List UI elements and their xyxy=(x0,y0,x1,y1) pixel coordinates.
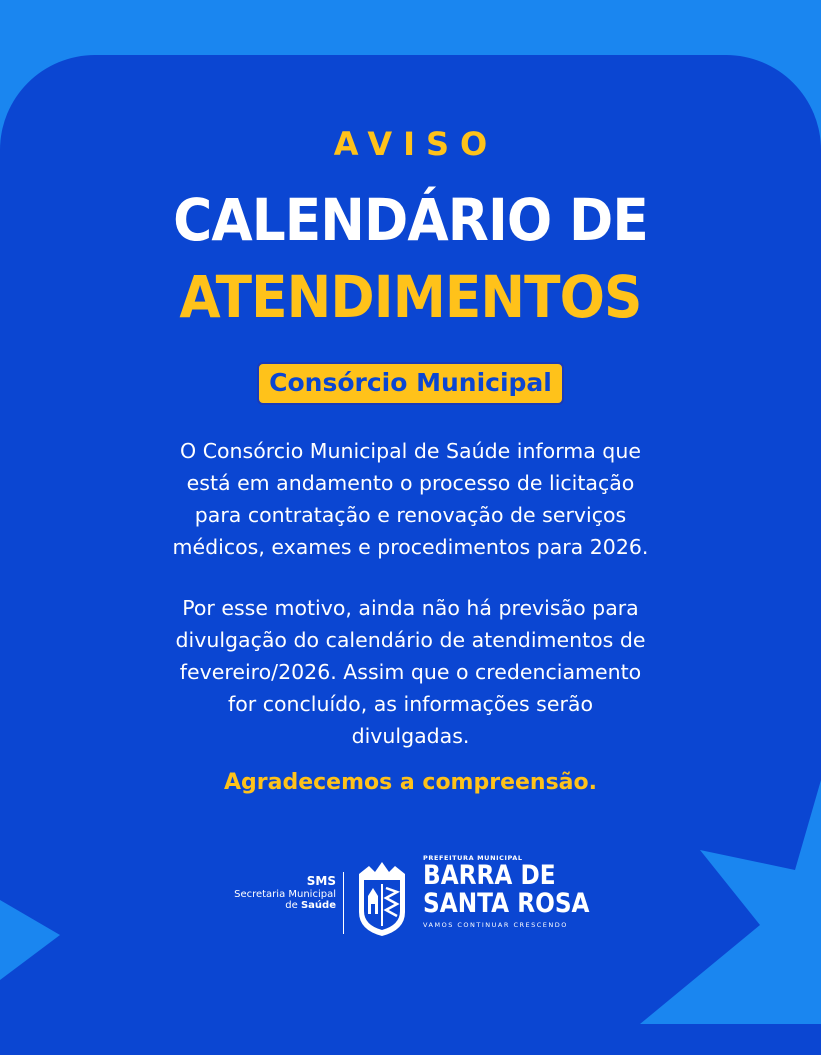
sms-abbr: SMS xyxy=(306,874,336,888)
paragraph-line: para contratação e renovação de serviços xyxy=(194,503,627,527)
paragraph-1 xyxy=(110,435,711,563)
sms-logo xyxy=(234,876,336,911)
page-title-line-1: CALENDÁRIO DE xyxy=(173,186,648,254)
city-name-line-2: SANTA ROSA xyxy=(423,888,590,919)
footer-logos xyxy=(0,850,821,950)
paragraph-line: for concluído, as informações serão xyxy=(227,692,593,716)
sms-line-2-bold: Saúde xyxy=(300,900,336,911)
city-slogan: VAMOS CONTINUAR CRESCENDO xyxy=(423,921,568,929)
thanks-message: Agradecemos a compreensão. xyxy=(224,770,597,795)
sms-line-1: Secretaria Municipal xyxy=(234,889,336,900)
kicker-label: AVISO xyxy=(333,125,499,163)
city-logo xyxy=(423,854,617,929)
paragraph-line: Por esse motivo, ainda não há previsão para xyxy=(182,596,639,620)
sms-line-2 xyxy=(234,900,336,911)
paragraph-line: divulgação do calendário de atendimentos de xyxy=(175,628,646,652)
sms-line-2-prefix: de xyxy=(285,900,301,911)
prefeitura-label: PREFEITURA MUNICIPAL xyxy=(423,854,523,862)
paragraph-line: divulgadas. xyxy=(351,724,470,748)
badge-container xyxy=(0,362,821,405)
paragraph-line: está em andamento o processo de licitação xyxy=(186,471,635,495)
paragraph-line: O Consórcio Municipal de Saúde informa que xyxy=(180,439,641,463)
city-name-line-1: BARRA DE xyxy=(423,860,556,891)
paragraph-line: fevereiro/2026. Assim que o credenciamento xyxy=(179,660,642,684)
city-crest-icon xyxy=(353,856,411,938)
paragraph-line: médicos, exames e procedimentos para 2026. xyxy=(172,535,649,559)
logo-divider xyxy=(343,872,344,934)
page-title-line-2: ATENDIMENTOS xyxy=(179,263,642,331)
paragraph-2 xyxy=(110,592,711,752)
consortium-badge: Consórcio Municipal xyxy=(257,362,564,405)
